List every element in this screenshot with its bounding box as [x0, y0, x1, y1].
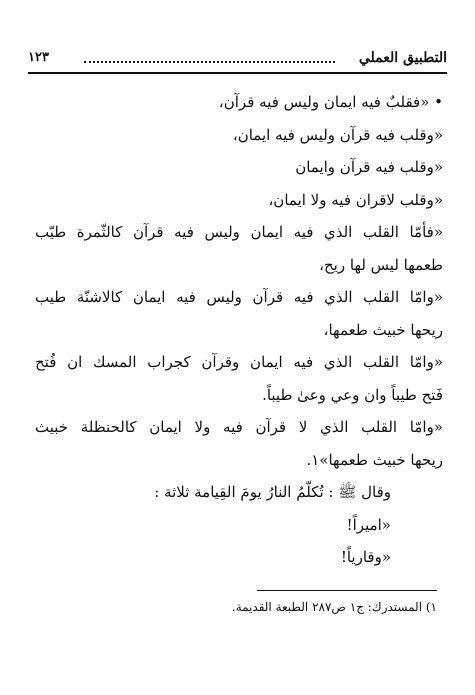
- text-line: وقال ﷺ : تُكلّمُ النارُ يومَ القِيامة ثلاثة :: [154, 483, 391, 501]
- running-title: التطبيق العملي: [358, 50, 447, 66]
- text-line: «وقلب فيه قرآن وليس فيه ايمان،: [232, 125, 443, 144]
- body-text: [35, 86, 443, 574]
- text-line: طعمها ليس لها ريح،: [319, 255, 443, 274]
- text-line: «وامّا القلب الذي لا قرآن فيه ولا ايمان كالحنظلة خبيث: [35, 418, 443, 436]
- header-dot-leader: [84, 61, 335, 63]
- text-line: «وامّا القلب الذي فيه ايمان وقرآن كجراب المسك ان فُتح: [35, 353, 443, 371]
- text-line: «وقارياً!: [340, 548, 391, 566]
- text-line: فَتح طيباً وان وعي وعىٰ طيباً.: [262, 385, 443, 404]
- text-line: «وامّا القلب الذي فيه قرآن وليس فيه ايمان كالاشنّة طيب: [35, 288, 443, 306]
- header-rule: [28, 72, 447, 74]
- text-line: «وقلب لاقران فيه ولا ايمان،: [268, 190, 443, 209]
- text-line: ريحها خبيث طعمها»١.: [306, 450, 443, 469]
- text-line: «وقلب فيه قرآن وايمان: [295, 158, 443, 176]
- text-line: «فأمّا القلب الذي فيه ايمان وليس فيه قرآن كالثّمرة طيّب: [35, 223, 443, 241]
- text-line: «اميراً!: [346, 515, 391, 534]
- text-line: • «فقلبٌ فيه ايمان وليس فيه قرآن،: [218, 93, 443, 111]
- text-line: ريحها خبيث طعمها،: [323, 320, 443, 339]
- footnote: ١) المستدرك: ج١ ص٢٨٧ الطبعة القديمة.: [231, 600, 437, 614]
- page-header: [28, 50, 447, 72]
- footnote-rule: [257, 590, 437, 591]
- page-number: ١٢٣: [28, 50, 49, 65]
